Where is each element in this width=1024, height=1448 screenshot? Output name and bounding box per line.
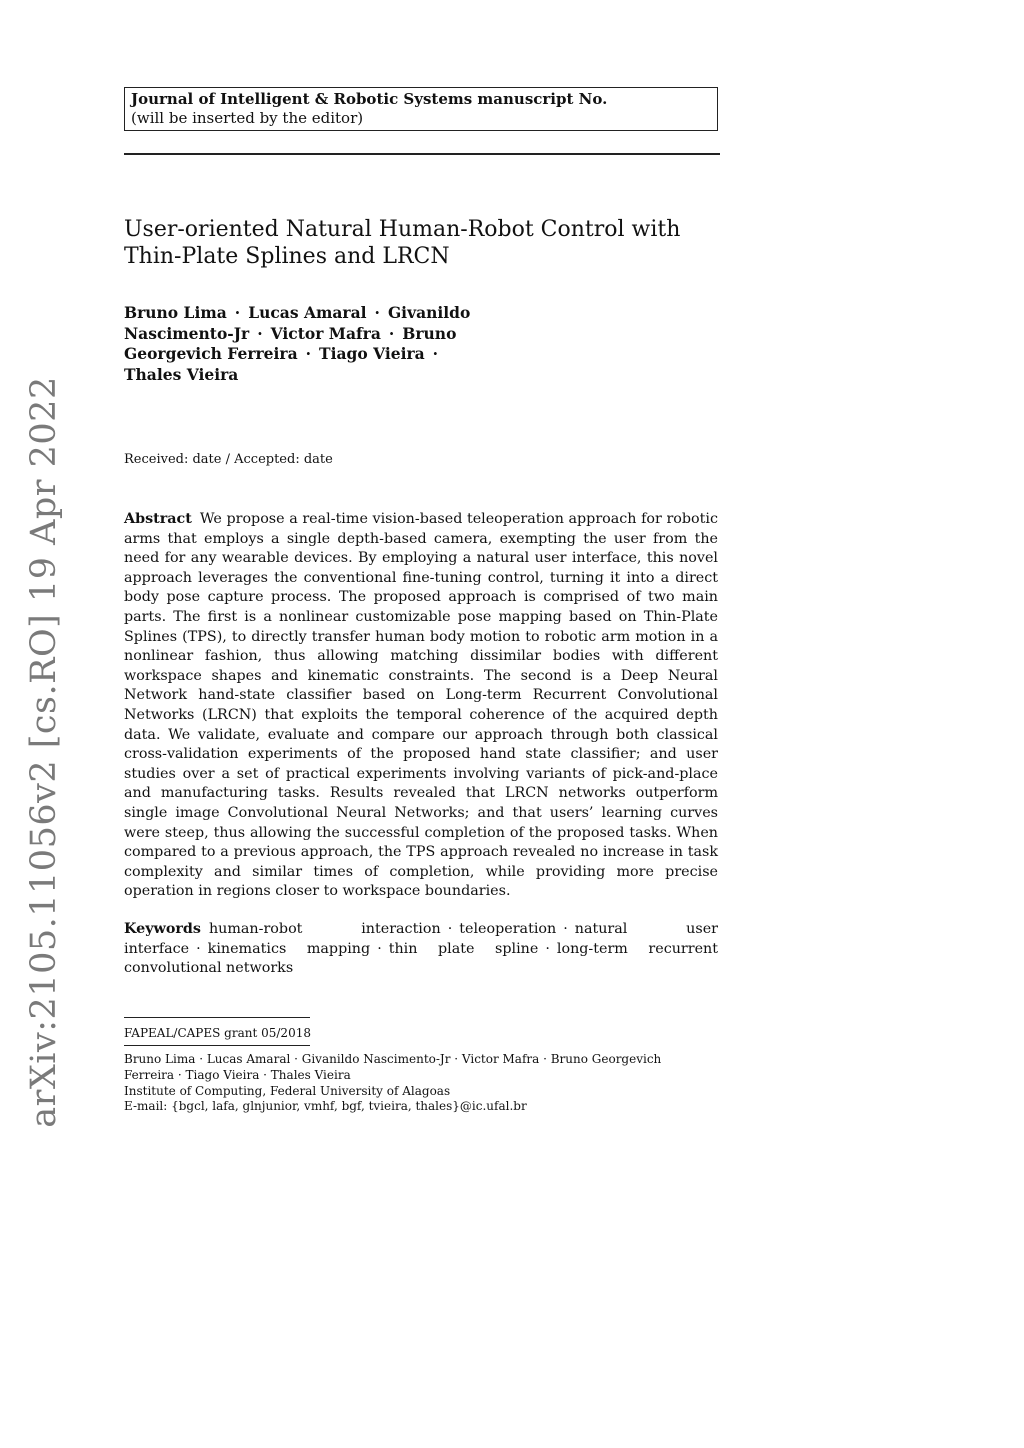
abstract	[124, 510, 718, 902]
keyword-separator: ·	[545, 940, 550, 957]
keyword: long-term recurrent convolutional networks	[124, 940, 719, 977]
keyword-separator: ·	[377, 940, 382, 957]
header-rule	[124, 153, 720, 155]
author-name: Bruno Lima	[124, 303, 227, 322]
grant-note: FAPEAL/CAPES grant 05/2018	[124, 1026, 311, 1040]
affiliation-authors: Ferreira · Tiago Vieira · Thales Vieira	[124, 1067, 351, 1082]
keyword: kinematics mapping	[207, 940, 371, 957]
journal-header-box	[124, 87, 718, 131]
keyword-separator: ·	[447, 921, 453, 937]
keyword: thin plate spline	[388, 940, 539, 957]
author-name: Lucas Amaral	[248, 303, 367, 322]
footnote-rule	[124, 1017, 310, 1018]
keywords	[124, 920, 718, 979]
author-separator: ·	[257, 323, 263, 343]
abstract-heading: Abstract	[124, 511, 192, 527]
author-name: Thales Vieira	[124, 364, 239, 384]
abstract-text: We propose a real-time vision-based teleoperation approach for robotic arms that employs a single depth-based camera, exempting the user from the need for any wearable devices. By employing a natural user interface, this novel approach leverages the conventional fine-tuning control, turning it into a direct body pose capture process. The proposed approach is comprised of two main parts. The first is a nonlinear customizable pose mapping based on Thin-Plate Splines (TPS), to directly transfer human body motion to robotic arm motion in a nonlinear fashion, thus allowing matching dissimilar bodies with different workspace shapes and kinematic constraints. The second is a Deep Neural Network hand-state classifier based on Long-term Recurrent Convolutional Networks (LRCN) that exploits the temporal coherence of the acquired depth data. We validate, evaluate and compare our approach through both classical cross-validation experiments of the proposed hand state classifier; and user studies over a set of practical experiments involving variants of pick-and-place and manufacturing tasks. Results revealed that LRCN networks outperform single image Convolutional Neural Networks; and that users’ learning curves were steep, thus allowing the successful completion of the proposed tasks. When compared to a previous approach, the TPS approach revealed no increase in task complexity and similar times of completion, while providing more precise operation in regions closer to workspace boundaries.	[124, 511, 718, 900]
author-separator: ·	[234, 303, 241, 322]
arxiv-stamp-text: arXiv:2105.11056v2 [cs.RO] 19 Apr 2022	[24, 376, 64, 1128]
keyword: natural user interface	[124, 921, 718, 957]
author-name: Bruno Georgevich Ferreira	[124, 323, 457, 363]
received-date: Received: date / Accepted: date	[124, 452, 333, 467]
author-name: Victor Mafra	[270, 323, 381, 343]
editor-note: (will be inserted by the editor)	[131, 109, 364, 127]
affiliation-block	[124, 1052, 720, 1115]
author-separator: ·	[388, 323, 395, 343]
author-name: Givanildo Nascimento-Jr	[124, 303, 471, 343]
affiliation-email: E-mail: {bgcl, lafa, glnjunior, vmhf, bgf, tvieira, thales}@ic.ufal.br	[124, 1099, 527, 1114]
keyword: teleoperation	[459, 921, 557, 937]
keywords-heading: Keywords	[124, 921, 201, 937]
grant-rule	[124, 1045, 310, 1046]
author-separator: ·	[374, 303, 380, 322]
journal-name: Journal of Intelligent & Robotic Systems manuscript No.	[131, 90, 608, 108]
author-separator: ·	[305, 344, 312, 363]
keyword-separator: ·	[563, 921, 568, 937]
author-separator: ·	[432, 344, 439, 363]
title-line: User-oriented Natural Human-Robot Control with	[124, 217, 681, 242]
author-name: Tiago Vieira	[319, 344, 425, 363]
author-list	[124, 303, 484, 385]
keyword: human-robot interaction	[208, 921, 441, 937]
title-line: Thin-Plate Splines and LRCN	[124, 244, 450, 269]
keyword-separator: ·	[196, 940, 201, 957]
affiliation-authors: Bruno Lima · Lucas Amaral · Givanildo Nascimento-Jr · Victor Mafra · Bruno Georgevich	[124, 1052, 662, 1066]
affiliation-institute: Institute of Computing, Federal University of Alagoas	[124, 1083, 451, 1098]
paper-title	[124, 216, 720, 270]
